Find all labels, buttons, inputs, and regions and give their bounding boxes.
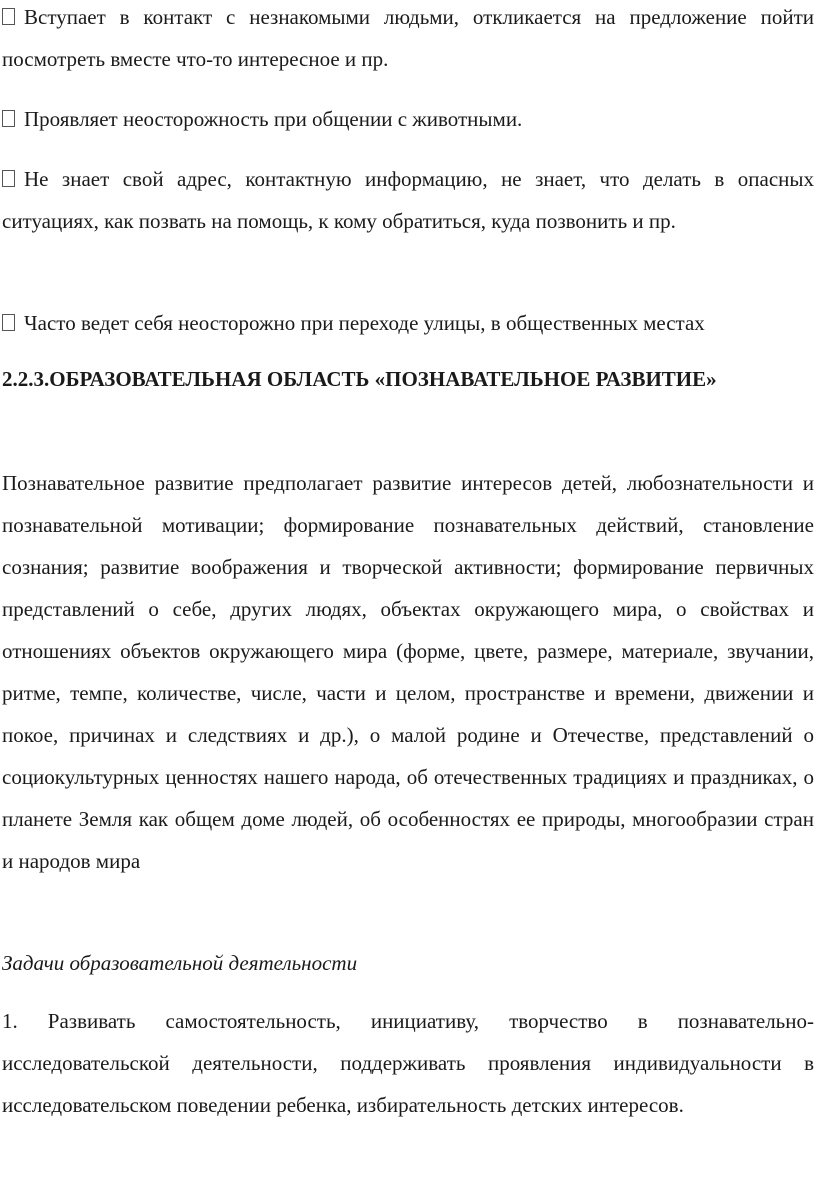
bullet-box-icon — [2, 110, 15, 127]
bullet-item-2 — [2, 98, 814, 140]
bullet-text-1: Вступает в контакт с незнакомыми людьми, откликается на предложение пойти посмотреть вместе что-то интересное и пр. — [2, 5, 814, 71]
tasks-heading: Задачи образовательной деятельности — [2, 951, 358, 975]
bullet-box-icon — [2, 8, 15, 25]
bullet-text-2: Проявляет неосторожность при общении с животными. — [24, 107, 523, 131]
bullet-item-4 — [2, 302, 814, 344]
task-item-1: 1. Развивать самостоятельность, инициативу, творчество в познавательно-исследовательской деятельности, поддерживать проявления индивидуальности в исследовательском поведении ребенка, избирательность детских интересов. — [2, 1009, 814, 1117]
bullet-box-icon — [2, 314, 15, 331]
bullet-box-icon — [2, 170, 15, 187]
bullet-text-4: Часто ведет себя неосторожно при переходе улицы, в общественных местах — [24, 311, 705, 335]
bullet-text-3: Не знает свой адрес, контактную информацию, не знает, что делать в опасных ситуациях, как позвать на помощь, к кому обратиться, куда позвонить и пр. — [2, 167, 814, 233]
intro-paragraph: Познавательное развитие предполагает развитие интересов детей, любознательности и познавательной мотивации; формирование познавательных действий, становление сознания; развитие воображения и творческой активности; формирование первичных представлений о себе, других людях, объектах окружающего мира, о свойствах и отношениях объектов окружающего мира (форме, цвете, размере, материале, звучании, ритме, темпе, количестве, числе, части и целом, пространстве и времени, движении и покое, причинах и следствиях и др.), о малой родине и Отечестве, представлений о социокультурных ценностях нашего народа, об отечественных традициях и праздниках, о планете Земля как общем доме людей, об особенностях ее природы, многообразии стран и народов мира — [2, 471, 814, 873]
bullet-item-1 — [2, 0, 814, 80]
bullet-item-3 — [2, 158, 814, 242]
section-heading: 2.2.3.ОБРАЗОВАТЕЛЬНАЯ ОБЛАСТЬ «ПОЗНАВАТЕЛЬНОЕ РАЗВИТИЕ» — [2, 367, 717, 391]
